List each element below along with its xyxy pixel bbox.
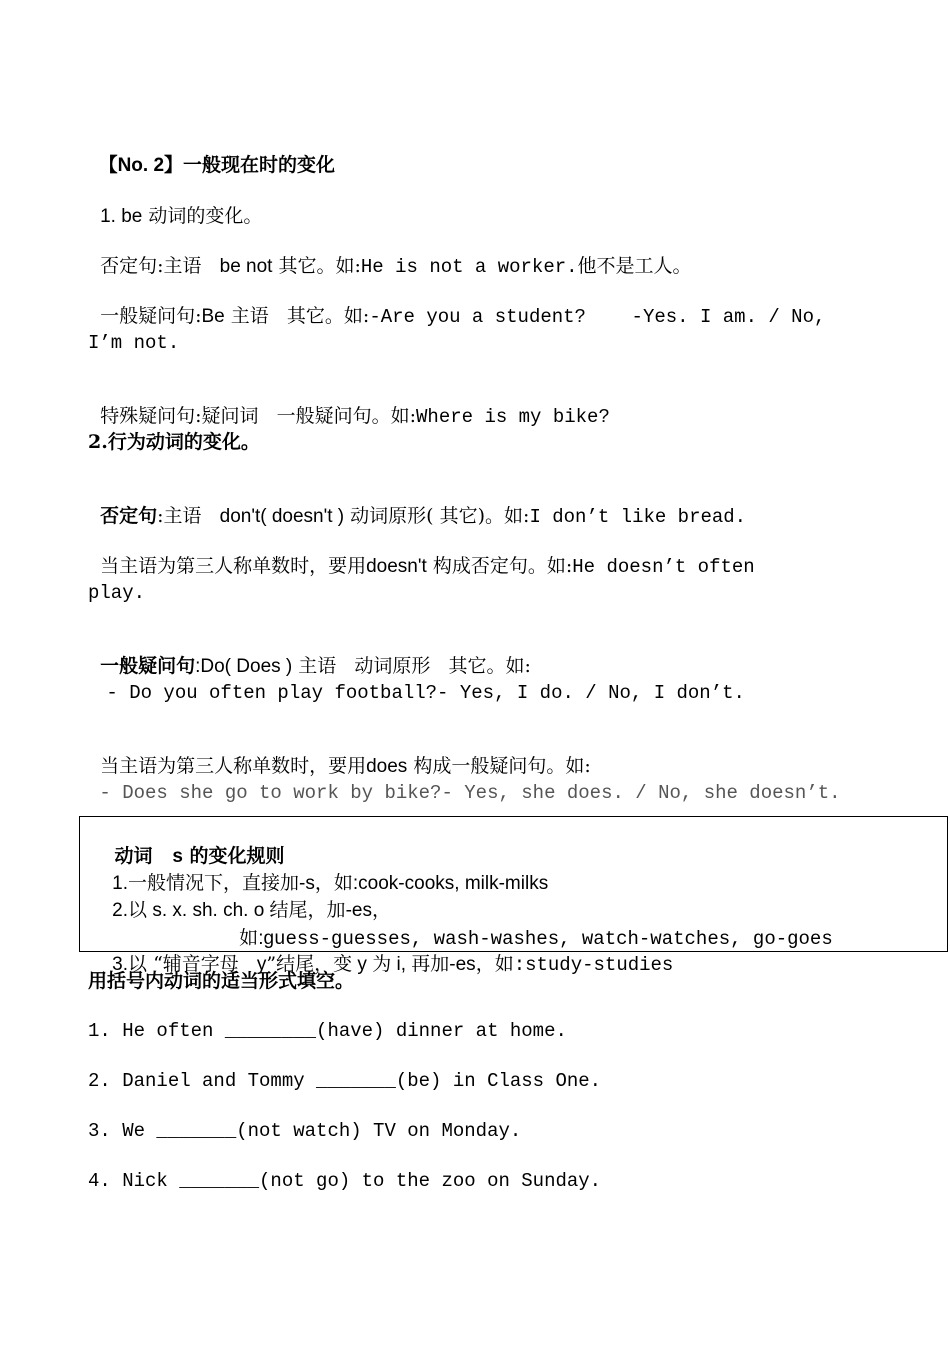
be-negative-example: He is not a worker.	[360, 256, 578, 278]
verb-question-example: - Do you often play football?- Yes, I do. / No, I don’t.	[95, 682, 745, 704]
rules-heading-b: 的变化规则	[182, 845, 285, 867]
verb-negative-rest: 动词原形(	[344, 505, 434, 527]
verb-negative-third-line	[88, 530, 755, 579]
be-question-label: 一般疑问句:	[100, 305, 202, 327]
rule-2-example: uess-guesses, wash-washes, watch-watches, go-goes	[274, 928, 833, 950]
title-bracket-open: 【	[98, 155, 118, 176]
verb-question-colon: :Do( Does )	[195, 656, 293, 677]
be-negative-label: 否定句:主语	[100, 255, 202, 277]
rule-2-es: -es	[345, 900, 372, 921]
exercise-heading: 用括号内动词的适当形式填空。	[88, 970, 355, 992]
be-question-line	[88, 280, 825, 329]
rule-3-example: :study-studies	[513, 954, 674, 976]
section1-heading-be: be	[121, 206, 143, 227]
verb-negative-dont: don't( doesn't )	[219, 506, 345, 527]
rule-3-mid2: 为	[372, 953, 392, 975]
be-negative-rest: 其它。如:	[272, 255, 361, 277]
rule-1-mid: ，如	[314, 872, 353, 894]
title-number: No. 2	[117, 155, 165, 176]
title-bracket-close: 】	[164, 155, 184, 176]
verb-question-rest: 主语 动词原形 其它。如:	[292, 655, 531, 677]
exercise-item-1: 1. He often ________(have) dinner at home.	[88, 1020, 567, 1042]
rule-3-y: y	[256, 954, 267, 975]
verb-question-third-line	[88, 730, 591, 779]
rule-1-example: :cook-cooks, milk-milks	[352, 873, 549, 894]
verb-negative-third-text: 当主语为第三人称单数时，要用	[100, 555, 367, 577]
rule-1-s: -s	[299, 873, 315, 894]
wh-question-line	[88, 380, 610, 429]
wh-question-example: Where is my bike?	[416, 406, 610, 428]
rule-3-num: 3.	[112, 954, 129, 975]
rule-2-example-label: 如	[239, 927, 259, 949]
be-not-text: be not	[219, 256, 273, 277]
verb-question-third-rest: 构成一般疑问句。如:	[407, 755, 591, 777]
verb-negative-label: 否定句	[100, 505, 158, 527]
be-negative-cn: 他不是工人。	[577, 255, 692, 277]
section1-heading	[88, 180, 262, 229]
verb-question-label: 一般疑问句	[100, 655, 196, 677]
be-question-cont: I’m not.	[88, 332, 180, 354]
verb-negative-rest2: 其它)。如:	[433, 505, 530, 527]
verb-negative-example: I don’t like bread.	[529, 506, 747, 528]
rule-3-mid4: ，如	[475, 953, 514, 975]
rule-3-es: -es	[449, 954, 476, 975]
exercise-item-2: 2. Daniel and Tommy _______(be) in Class One.	[88, 1070, 602, 1092]
verb-negative-line	[88, 480, 746, 529]
rule-2-text: 以	[128, 899, 148, 921]
be-question-rest: 主语 其它。如:	[224, 305, 370, 327]
rule-2-end: ，	[371, 899, 391, 921]
verb-negative-third-example: He doesn’t often	[572, 556, 755, 578]
rule-2-letters: s. x. sh. ch. o	[147, 900, 270, 921]
title-text: 一般现在时的变化	[183, 155, 336, 176]
verb-question-third-text: 当主语为第三人称单数时，要用	[100, 755, 367, 777]
rule-3-text: 以 “辅音字母	[128, 953, 257, 975]
rule-2-example-g: :g	[258, 928, 275, 949]
rule-1-text: 一般情况下，直接加	[128, 872, 300, 894]
rule-2-mid: 结尾，加	[269, 899, 346, 921]
section1-heading-text: 动词的变化。	[142, 205, 263, 227]
rule-3-y2: y	[352, 954, 373, 975]
exercise-item-3: 3. We _______(not watch) TV on Monday.	[88, 1120, 522, 1142]
verb-question-third-example: - Does she go to work by bike?- Yes, she does. / No, she doesn’t.	[88, 782, 841, 804]
rule-3-mid3: 再加	[411, 953, 450, 975]
rules-heading-s: s	[172, 846, 183, 867]
verb-question-does: does	[366, 756, 408, 777]
be-question-example: -Are you a student? -Yes. I am. / No,	[369, 306, 826, 328]
rule-1-num: 1.	[112, 873, 129, 894]
section2-heading: 2.行为动词的变化。	[88, 431, 260, 453]
section1-heading-num: 1.	[100, 206, 122, 227]
exercise-item-4: 4. Nick _______(not go) to the zoo on Sunday.	[88, 1170, 602, 1192]
rule-2-num: 2.	[112, 900, 129, 921]
be-negative-line	[88, 230, 692, 279]
verb-negative-third-cont: play.	[88, 582, 146, 604]
page-title	[88, 130, 335, 178]
rules-heading-a: 动词	[114, 845, 173, 867]
verb-question-line	[88, 630, 531, 679]
verb-negative-third-rest: 构成否定句。如:	[426, 555, 573, 577]
rule-3-i: i,	[391, 954, 412, 975]
verb-negative-colon: :主语	[157, 505, 202, 527]
wh-question-label: 特殊疑问句:疑问词 一般疑问句。如:	[100, 405, 417, 427]
rule-3-mid: ”结尾，变	[266, 953, 353, 975]
rules-box	[79, 816, 948, 976]
verb-negative-doesnt: doesn't	[366, 556, 427, 577]
be-question-be: Be	[201, 306, 225, 327]
